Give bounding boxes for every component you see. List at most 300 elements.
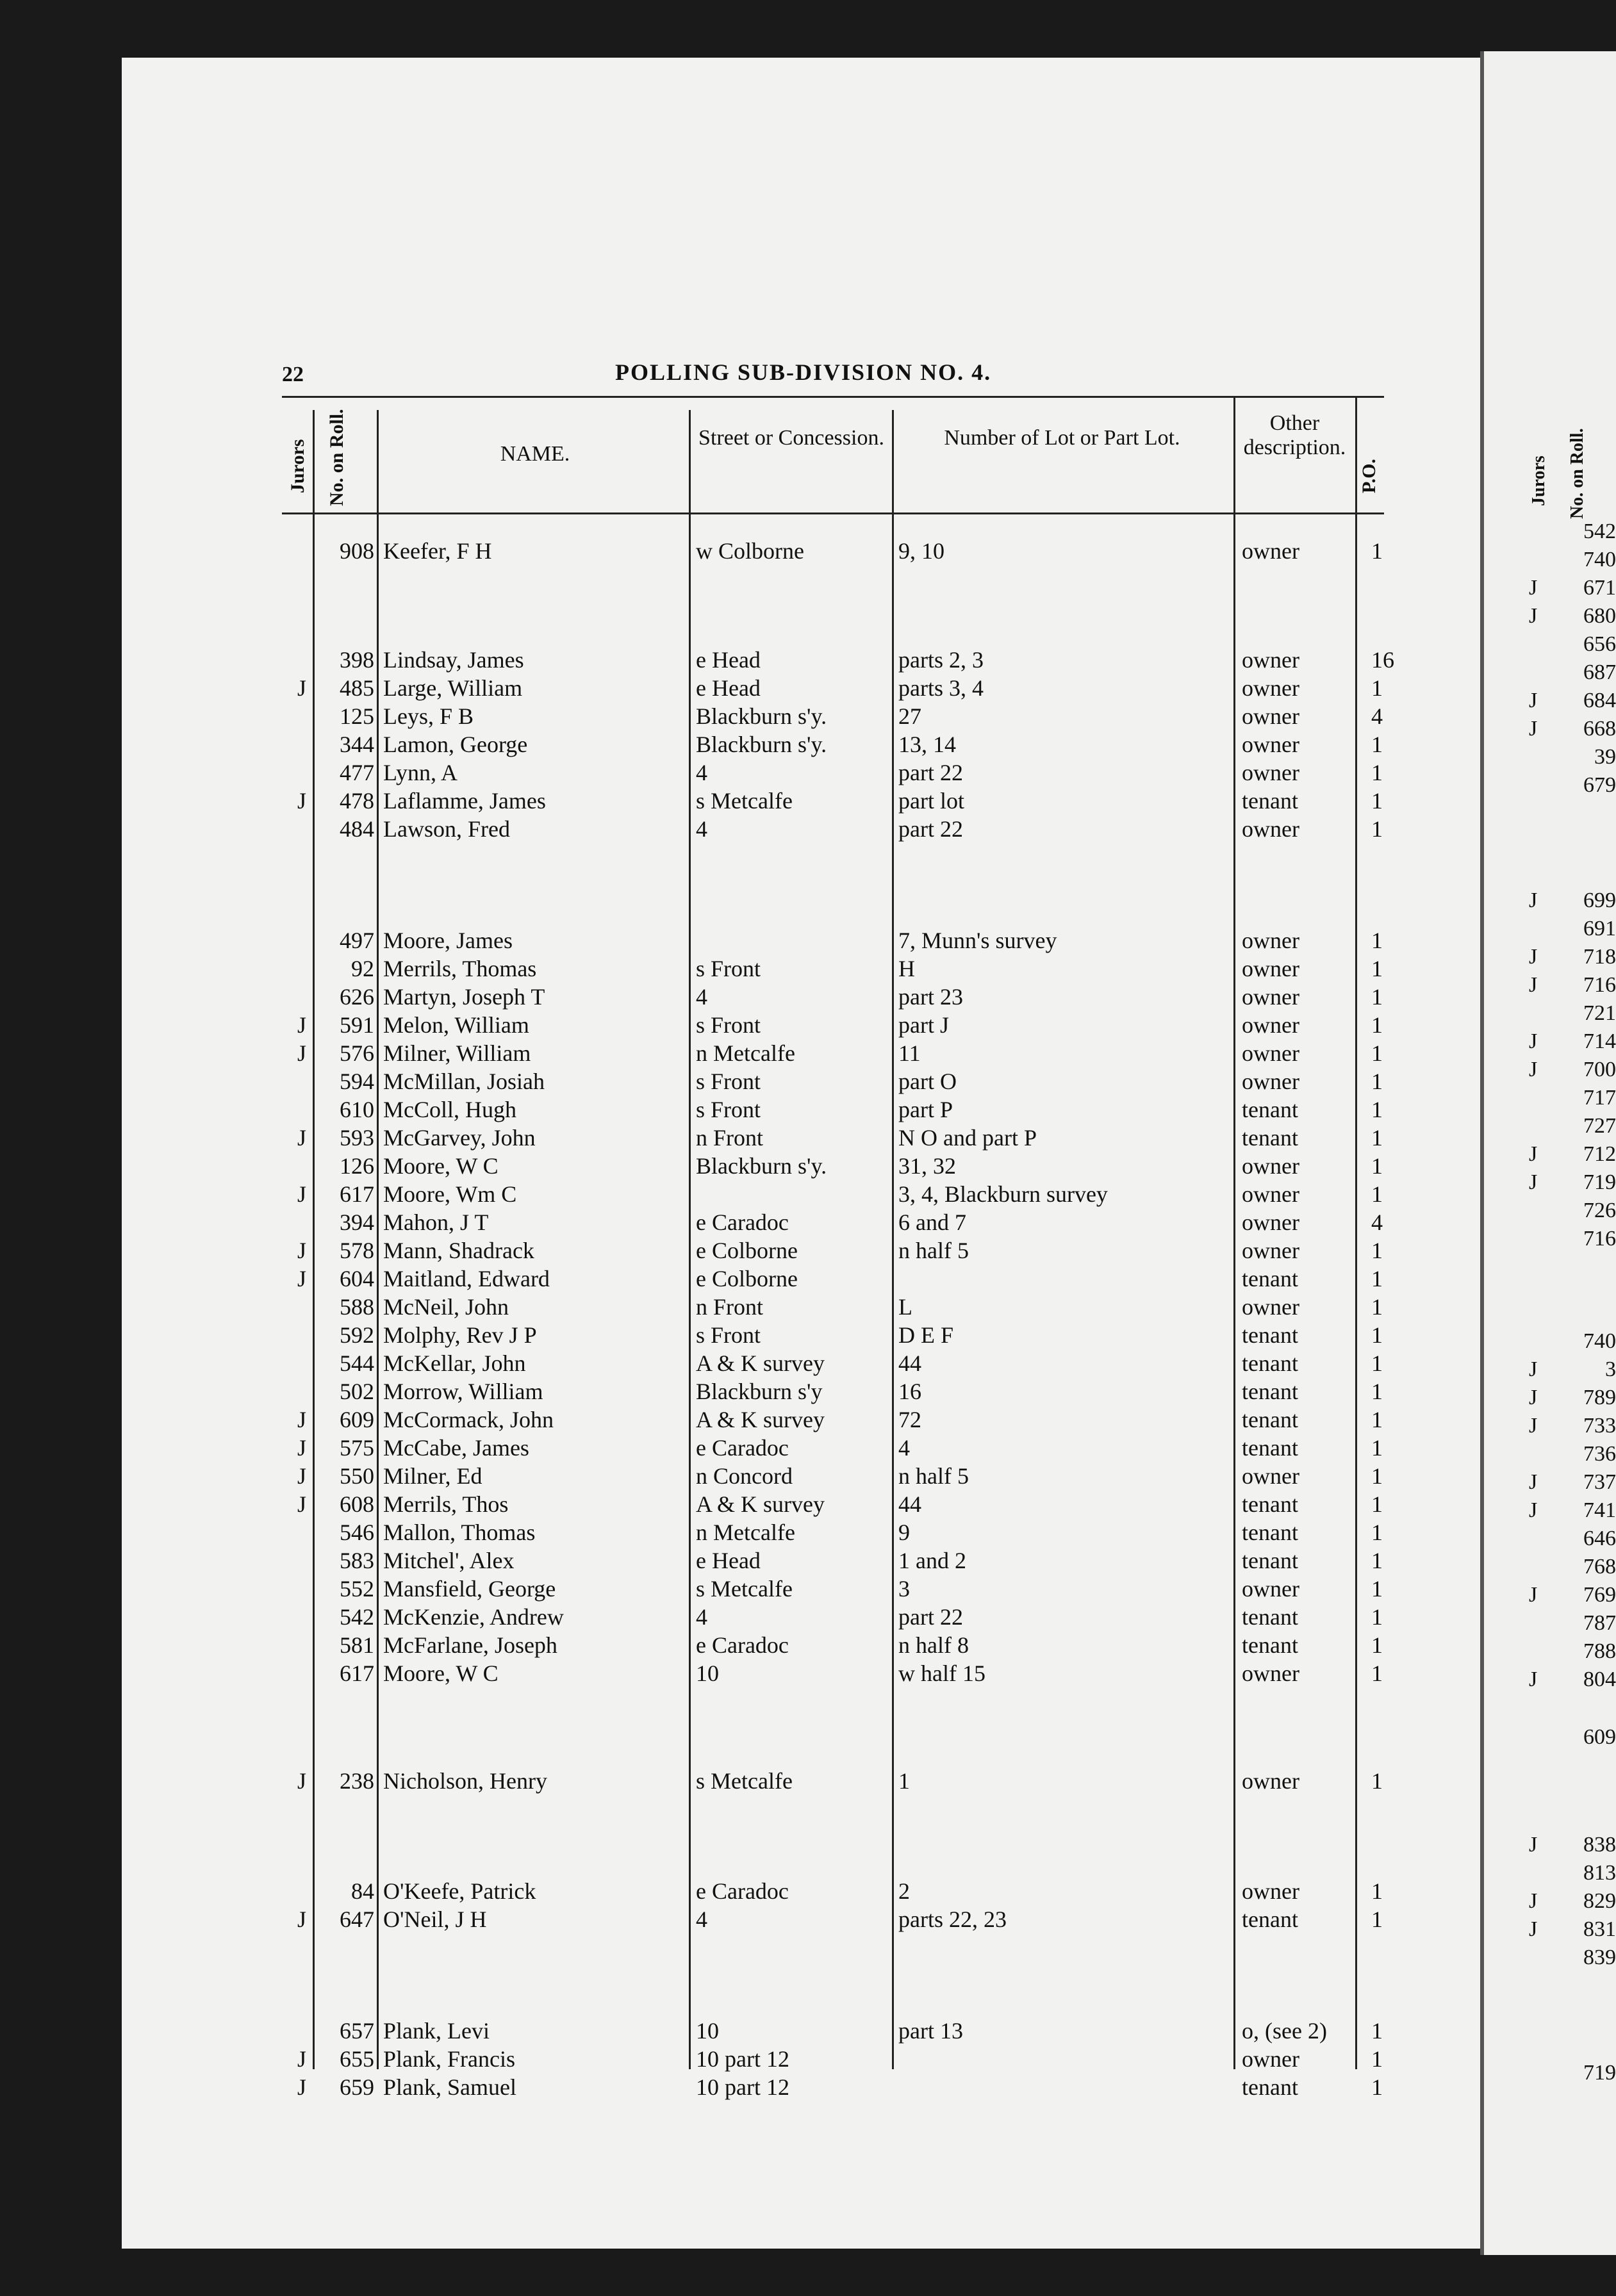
street-concession: e Caradoc	[696, 1632, 789, 1658]
other-description: o, (see 2)	[1242, 2018, 1327, 2044]
other-description: tenant	[1242, 1435, 1298, 1461]
facing-roll-number: 741	[1583, 1498, 1616, 1522]
voter-name: McCabe, James	[383, 1435, 529, 1461]
street-concession: s Front	[696, 1097, 761, 1122]
roll-number: 477	[340, 760, 374, 785]
facing-roll-number: 719	[1583, 2061, 1616, 2085]
juror-mark: J	[297, 1768, 307, 1794]
facing-roll-number: 813	[1583, 1861, 1616, 1885]
facing-juror-mark: J	[1529, 1386, 1538, 1409]
juror-mark: J	[297, 1181, 307, 1207]
page-number: 22	[282, 363, 304, 386]
voter-name: McFarlane, Joseph	[383, 1632, 557, 1658]
juror-mark: J	[297, 675, 307, 701]
other-description: owner	[1242, 956, 1299, 981]
juror-mark: J	[297, 1238, 307, 1263]
roll-number: 659	[340, 2074, 374, 2100]
facing-roll-number: 671	[1583, 576, 1616, 600]
voter-name: Moore, W C	[383, 1153, 499, 1179]
facing-juror-mark: J	[1529, 689, 1538, 712]
roll-number: 617	[340, 1181, 374, 1207]
facing-roll-number: 609	[1583, 1725, 1616, 1749]
facing-roll-number: 787	[1583, 1611, 1616, 1635]
voter-name: Maitland, Edward	[383, 1266, 550, 1292]
street-concession: s Front	[696, 1012, 761, 1038]
roll-number: 478	[340, 788, 374, 814]
lot-number: part lot	[898, 788, 964, 814]
voter-name: Melon, William	[383, 1012, 529, 1038]
po-number: 1	[1371, 1768, 1383, 1794]
facing-juror-mark: J	[1529, 604, 1538, 628]
po-number: 1	[1371, 956, 1383, 981]
street-concession: e Head	[696, 647, 761, 673]
po-number: 1	[1371, 2074, 1383, 2100]
po-number: 1	[1371, 1379, 1383, 1404]
street-concession: 10	[696, 1660, 719, 1686]
col-rule-name	[689, 410, 691, 2069]
juror-mark: J	[297, 1906, 307, 1932]
lot-number: H	[898, 956, 915, 981]
other-description: tenant	[1242, 1407, 1298, 1432]
other-description: tenant	[1242, 1379, 1298, 1404]
col-rule-lot	[1233, 397, 1235, 2069]
street-concession: e Head	[696, 1548, 761, 1573]
street-concession: 10 part 12	[696, 2074, 789, 2100]
voter-name: Plank, Levi	[383, 2018, 490, 2044]
header-bottom-rule	[282, 512, 1384, 514]
facing-header-roll: No. on Roll.	[1567, 428, 1587, 519]
facing-juror-mark: J	[1529, 889, 1538, 912]
lot-number: 6 and 7	[898, 1210, 966, 1235]
po-number: 1	[1371, 1604, 1383, 1630]
col-rule-roll	[377, 410, 379, 2069]
juror-mark: J	[297, 1125, 307, 1151]
lot-number: part P	[898, 1097, 953, 1122]
po-number: 1	[1371, 1548, 1383, 1573]
roll-number: 592	[340, 1322, 374, 1348]
facing-roll-number: 768	[1583, 1555, 1616, 1578]
juror-mark: J	[297, 1012, 307, 1038]
facing-juror-mark: J	[1529, 1029, 1538, 1053]
other-description: owner	[1242, 732, 1299, 757]
roll-number: 575	[340, 1435, 374, 1461]
facing-roll-number: 718	[1583, 945, 1616, 969]
voter-name: Plank, Francis	[383, 2046, 515, 2072]
facing-roll-number: 733	[1583, 1414, 1616, 1438]
voter-name: Mitchel', Alex	[383, 1548, 515, 1573]
facing-roll-number: 699	[1583, 889, 1616, 912]
voter-name: Martyn, Joseph T	[383, 984, 545, 1010]
juror-mark: J	[297, 1491, 307, 1517]
po-number: 1	[1371, 1322, 1383, 1348]
roll-number: 655	[340, 2046, 374, 2072]
street-concession: Blackburn s'y.	[696, 703, 827, 729]
other-description: owner	[1242, 1768, 1299, 1794]
roll-number: 398	[340, 647, 374, 673]
street-concession: 10 part 12	[696, 2046, 789, 2072]
voter-name: Moore, Wm C	[383, 1181, 517, 1207]
other-description: tenant	[1242, 1632, 1298, 1658]
street-concession: e Colborne	[696, 1238, 798, 1263]
street-concession: Blackburn s'y	[696, 1379, 823, 1404]
lot-number: 7, Munn's survey	[898, 928, 1057, 953]
roll-number: 591	[340, 1012, 374, 1038]
lot-number: 2	[898, 1878, 910, 1904]
header-jurors: Jurors	[287, 439, 308, 493]
lot-number: part 22	[898, 760, 963, 785]
facing-roll-number: 804	[1583, 1668, 1616, 1691]
facing-juror-mark: J	[1529, 1889, 1538, 1913]
facing-roll-number: 727	[1583, 1114, 1616, 1138]
facing-juror-mark: J	[1529, 1414, 1538, 1438]
po-number: 1	[1371, 1040, 1383, 1066]
street-concession: e Caradoc	[696, 1435, 789, 1461]
other-description: owner	[1242, 984, 1299, 1010]
voter-name: O'Keefe, Patrick	[383, 1878, 536, 1904]
lot-number: L	[898, 1294, 912, 1320]
juror-mark: J	[297, 1435, 307, 1461]
header-name: NAME.	[500, 442, 570, 466]
facing-juror-mark: J	[1529, 1470, 1538, 1494]
other-description: owner	[1242, 1878, 1299, 1904]
roll-number: 647	[340, 1906, 374, 1932]
roll-number: 617	[340, 1660, 374, 1686]
lot-number: 16	[898, 1379, 921, 1404]
facing-juror-mark: J	[1529, 1583, 1538, 1607]
facing-juror-mark: J	[1529, 717, 1538, 741]
facing-juror-mark: J	[1529, 1833, 1538, 1857]
roll-number: 84	[351, 1878, 374, 1904]
po-number: 16	[1371, 647, 1394, 673]
street-concession: s Metcalfe	[696, 1768, 793, 1794]
header-lot: Number of Lot or Part Lot.	[944, 426, 1180, 450]
roll-number: 604	[340, 1266, 374, 1292]
voter-name: McKellar, John	[383, 1350, 526, 1376]
facing-roll-number: 789	[1583, 1386, 1616, 1409]
facing-roll-number: 740	[1583, 548, 1616, 571]
facing-roll-number: 691	[1583, 917, 1616, 940]
roll-number: 552	[340, 1576, 374, 1602]
lot-number: parts 3, 4	[898, 675, 984, 701]
lot-number: N O and part P	[898, 1125, 1037, 1151]
other-description: tenant	[1242, 1548, 1298, 1573]
facing-roll-number: 740	[1583, 1329, 1616, 1353]
roll-number: 609	[340, 1407, 374, 1432]
voter-name: McColl, Hugh	[383, 1097, 517, 1122]
po-number: 1	[1371, 538, 1383, 564]
lot-number: 44	[898, 1491, 921, 1517]
lot-number: 27	[898, 703, 921, 729]
voter-name: Merrils, Thomas	[383, 956, 537, 981]
po-number: 1	[1371, 1294, 1383, 1320]
roll-number: 542	[340, 1604, 374, 1630]
roll-number: 588	[340, 1294, 374, 1320]
other-description: tenant	[1242, 1125, 1298, 1151]
po-number: 1	[1371, 1097, 1383, 1122]
other-description: owner	[1242, 760, 1299, 785]
header-top-rule	[282, 396, 1384, 398]
facing-juror-mark: J	[1529, 973, 1538, 997]
lot-number: 44	[898, 1350, 921, 1376]
voter-name: Moore, James	[383, 928, 513, 953]
voter-name: Laflamme, James	[383, 788, 546, 814]
other-description: tenant	[1242, 1350, 1298, 1376]
voter-name: Merrils, Thos	[383, 1491, 509, 1517]
voter-name: Milner, Ed	[383, 1463, 482, 1489]
roll-number: 485	[340, 675, 374, 701]
other-description: owner	[1242, 1294, 1299, 1320]
po-number: 1	[1371, 1266, 1383, 1292]
street-concession: s Front	[696, 1069, 761, 1094]
voter-name: Morrow, William	[383, 1379, 543, 1404]
voter-name: McNeil, John	[383, 1294, 509, 1320]
po-number: 1	[1371, 1906, 1383, 1932]
lot-number: 13, 14	[898, 732, 956, 757]
po-number: 1	[1371, 2018, 1383, 2044]
voter-name: Nicholson, Henry	[383, 1768, 547, 1794]
lot-number: 1	[898, 1768, 910, 1794]
roll-number: 502	[340, 1379, 374, 1404]
lot-number: 9, 10	[898, 538, 944, 564]
lot-number: part 22	[898, 816, 963, 842]
voter-name: McCormack, John	[383, 1407, 554, 1432]
juror-mark: J	[297, 2046, 307, 2072]
facing-roll-number: 716	[1583, 1227, 1616, 1250]
street-concession: 4	[696, 1906, 707, 1932]
facing-juror-mark: J	[1529, 1058, 1538, 1081]
roll-number: 344	[340, 732, 374, 757]
facing-roll-number: 721	[1583, 1001, 1616, 1025]
lot-number: n half 5	[898, 1463, 969, 1489]
col-rule-other	[1355, 397, 1357, 2069]
lot-number: 4	[898, 1435, 910, 1461]
facing-roll-number: 737	[1583, 1470, 1616, 1494]
other-description: tenant	[1242, 788, 1298, 814]
facing-roll-number: 838	[1583, 1833, 1616, 1857]
po-number: 4	[1371, 703, 1383, 729]
po-number: 1	[1371, 1491, 1383, 1517]
facing-roll-number: 687	[1583, 660, 1616, 684]
street-concession: 10	[696, 2018, 719, 2044]
facing-roll-number: 3	[1605, 1357, 1616, 1381]
other-description: tenant	[1242, 1491, 1298, 1517]
po-number: 1	[1371, 1407, 1383, 1432]
other-description: owner	[1242, 1012, 1299, 1038]
street-concession: s Metcalfe	[696, 788, 793, 814]
roll-number: 908	[340, 538, 374, 564]
other-description: owner	[1242, 703, 1299, 729]
lot-number: w half 15	[898, 1660, 985, 1686]
street-concession: A & K survey	[696, 1491, 825, 1517]
facing-juror-mark: J	[1529, 576, 1538, 600]
juror-mark: J	[297, 1040, 307, 1066]
po-number: 1	[1371, 928, 1383, 953]
street-concession: e Colborne	[696, 1266, 798, 1292]
facing-juror-mark: J	[1529, 1498, 1538, 1522]
roll-number: 581	[340, 1632, 374, 1658]
roll-number: 546	[340, 1520, 374, 1545]
street-concession: 4	[696, 984, 707, 1010]
lot-number: 11	[898, 1040, 921, 1066]
lot-number: part J	[898, 1012, 949, 1038]
voter-name: Milner, William	[383, 1040, 531, 1066]
po-number: 1	[1371, 788, 1383, 814]
voter-name: Leys, F B	[383, 703, 474, 729]
facing-roll-number: 769	[1583, 1583, 1616, 1607]
lot-number: n half 5	[898, 1238, 969, 1263]
juror-mark: J	[297, 1463, 307, 1489]
roll-number: 550	[340, 1463, 374, 1489]
po-number: 1	[1371, 1520, 1383, 1545]
lot-number: 3	[898, 1576, 910, 1602]
street-concession: Blackburn s'y.	[696, 1153, 827, 1179]
facing-juror-mark: J	[1529, 1917, 1538, 1941]
facing-roll-number: 668	[1583, 717, 1616, 741]
street-concession: 4	[696, 1604, 707, 1630]
facing-roll-number: 831	[1583, 1917, 1616, 1941]
other-description: owner	[1242, 1660, 1299, 1686]
facing-roll-number: 719	[1583, 1170, 1616, 1194]
facing-roll-number: 726	[1583, 1199, 1616, 1222]
voter-name: McKenzie, Andrew	[383, 1604, 564, 1630]
po-number: 1	[1371, 1632, 1383, 1658]
facing-roll-number: 656	[1583, 632, 1616, 656]
street-concession: e Caradoc	[696, 1878, 789, 1904]
facing-roll-number: 717	[1583, 1086, 1616, 1110]
header-roll: No. on Roll.	[326, 409, 347, 506]
po-number: 1	[1371, 1576, 1383, 1602]
po-number: 1	[1371, 1153, 1383, 1179]
page-heading: POLLING SUB-DIVISION NO. 4.	[615, 359, 992, 385]
lot-number: part 13	[898, 2018, 963, 2044]
roll-number: 394	[340, 1210, 374, 1235]
street-concession: 4	[696, 760, 707, 785]
po-number: 1	[1371, 984, 1383, 1010]
street-concession: n Metcalfe	[696, 1520, 795, 1545]
lot-number: 31, 32	[898, 1153, 956, 1179]
roll-number: 657	[340, 2018, 374, 2044]
po-number: 1	[1371, 1435, 1383, 1461]
facing-roll-number: 788	[1583, 1639, 1616, 1663]
header-other: Other description.	[1243, 411, 1346, 459]
roll-number: 593	[340, 1125, 374, 1151]
other-description: tenant	[1242, 1520, 1298, 1545]
facing-roll-number: 736	[1583, 1442, 1616, 1466]
facing-juror-mark: J	[1529, 945, 1538, 969]
facing-roll-number: 684	[1583, 689, 1616, 712]
facing-juror-mark: J	[1529, 1357, 1538, 1381]
street-concession: 4	[696, 816, 707, 842]
facing-page	[1480, 51, 1616, 2255]
po-number: 1	[1371, 1350, 1383, 1376]
facing-juror-mark: J	[1529, 1668, 1538, 1691]
lot-number: parts 2, 3	[898, 647, 984, 673]
roll-number: 544	[340, 1350, 374, 1376]
other-description: owner	[1242, 1040, 1299, 1066]
voter-name: Mallon, Thomas	[383, 1520, 536, 1545]
juror-mark: J	[297, 2074, 307, 2100]
other-description: tenant	[1242, 1322, 1298, 1348]
po-number: 1	[1371, 1878, 1383, 1904]
po-number: 1	[1371, 732, 1383, 757]
facing-juror-mark: J	[1529, 1170, 1538, 1194]
po-number: 1	[1371, 1012, 1383, 1038]
facing-header-jurors: Jurors	[1529, 455, 1549, 506]
roll-number: 92	[351, 956, 374, 981]
po-number: 1	[1371, 1238, 1383, 1263]
voter-name: McMillan, Josiah	[383, 1069, 545, 1094]
other-description: owner	[1242, 928, 1299, 953]
street-concession: e Caradoc	[696, 1210, 789, 1235]
street-concession: n Front	[696, 1294, 764, 1320]
other-description: owner	[1242, 538, 1299, 564]
facing-roll-number: 829	[1583, 1889, 1616, 1913]
lot-number: part 23	[898, 984, 963, 1010]
voter-name: Lawson, Fred	[383, 816, 510, 842]
other-description: tenant	[1242, 1097, 1298, 1122]
other-description: tenant	[1242, 2074, 1298, 2100]
voter-name: Mansfield, George	[383, 1576, 556, 1602]
other-description: owner	[1242, 1238, 1299, 1263]
lot-number: part 22	[898, 1604, 963, 1630]
po-number: 1	[1371, 675, 1383, 701]
voter-name: Large, William	[383, 675, 523, 701]
voter-name: Plank, Samuel	[383, 2074, 516, 2100]
roll-number: 238	[340, 1768, 374, 1794]
other-description: owner	[1242, 2046, 1299, 2072]
other-description: tenant	[1242, 1266, 1298, 1292]
other-description: tenant	[1242, 1604, 1298, 1630]
roll-number: 594	[340, 1069, 374, 1094]
voter-name: Lindsay, James	[383, 647, 524, 673]
juror-mark: J	[297, 1407, 307, 1432]
facing-roll-number: 700	[1583, 1058, 1616, 1081]
facing-roll-number: 716	[1583, 973, 1616, 997]
street-concession: n Metcalfe	[696, 1040, 795, 1066]
other-description: owner	[1242, 1069, 1299, 1094]
voter-name: Lynn, A	[383, 760, 458, 785]
other-description: owner	[1242, 675, 1299, 701]
lot-number: 72	[898, 1407, 921, 1432]
lot-number: 9	[898, 1520, 910, 1545]
street-concession: Blackburn s'y.	[696, 732, 827, 757]
roll-number: 578	[340, 1238, 374, 1263]
po-number: 1	[1371, 760, 1383, 785]
street-concession: A & K survey	[696, 1407, 825, 1432]
facing-roll-number: 39	[1594, 745, 1616, 769]
street-concession: A & K survey	[696, 1350, 825, 1376]
lot-number: 1 and 2	[898, 1548, 966, 1573]
street-concession: s Front	[696, 1322, 761, 1348]
facing-roll-number: 679	[1583, 773, 1616, 797]
voter-name: Molphy, Rev J P	[383, 1322, 537, 1348]
voter-name: Keefer, F H	[383, 538, 492, 564]
voter-name: Mann, Shadrack	[383, 1238, 534, 1263]
lot-number: 3, 4, Blackburn survey	[898, 1181, 1108, 1207]
po-number: 4	[1371, 1210, 1383, 1235]
po-number: 1	[1371, 816, 1383, 842]
roll-number: 126	[340, 1153, 374, 1179]
street-concession: n Concord	[696, 1463, 793, 1489]
street-concession: s Front	[696, 956, 761, 981]
lot-number: n half 8	[898, 1632, 969, 1658]
juror-mark: J	[297, 1266, 307, 1292]
other-description: owner	[1242, 1210, 1299, 1235]
other-description: owner	[1242, 1153, 1299, 1179]
header-po: P.O.	[1358, 459, 1380, 493]
voter-name: Moore, W C	[383, 1660, 499, 1686]
voter-name: Mahon, J T	[383, 1210, 489, 1235]
